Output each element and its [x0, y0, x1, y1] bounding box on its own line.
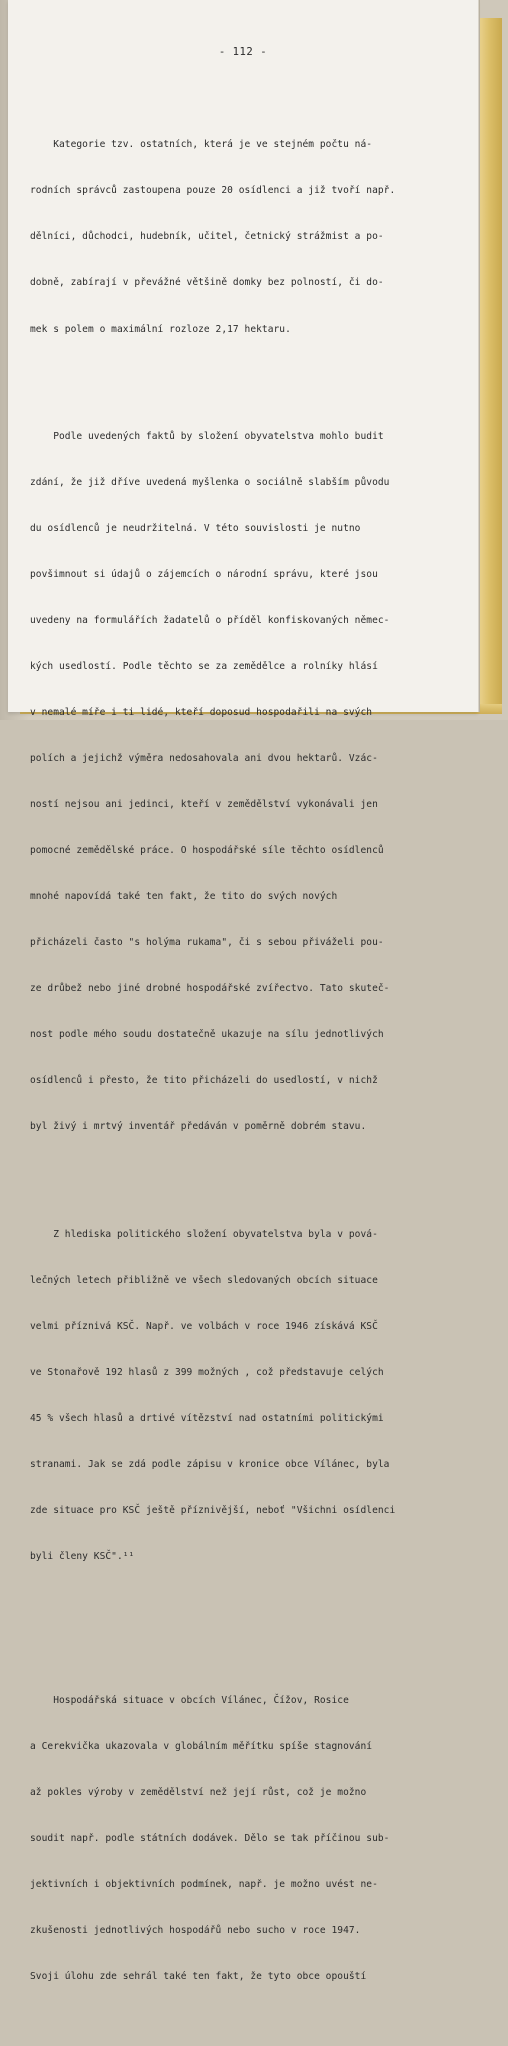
paragraph-gap	[30, 1626, 470, 1632]
text-line: až pokles výroby v zemědělství než její růst, což je možno	[30, 1787, 367, 1799]
text-line: soudit např. podle státních dodávek. Dělo se tak příčinou sub-	[30, 1833, 390, 1845]
text-line: v nemalé míře i ti lidé, kteří doposud hospodařili na svých	[30, 707, 373, 719]
text-line: zkušenosti jednotlivých hospodářů nebo sucho v roce 1947.	[30, 1925, 361, 1937]
text-line: zde situace pro KSČ ještě příznivější, neboť "Všichni osídlenci	[30, 1504, 396, 1516]
text-line: dobně, zabírají v převážné většině domky bez polností, či do-	[30, 277, 384, 289]
text-line: osídlenců i přesto, že tito přicházeli do usedlostí, v nichž	[30, 1075, 378, 1087]
text-line: jektivních i objektivních podmínek, např. je možno uvést ne-	[30, 1879, 378, 1891]
paragraph	[30, 107, 470, 368]
text-line: uvedeny na formulářích žadatelů o příděl konfiskovaných němec-	[30, 615, 390, 627]
text-line: Z hlediska politického složení obyvatelstva byla v pová-	[30, 1228, 378, 1240]
text-line: Hospodářská situace v obcích Vílánec, Čížov, Rosice	[30, 1695, 349, 1707]
paragraph	[30, 1662, 470, 2015]
text-line: nost podle mého soudu dostatečně ukazuje na sílu jednotlivých	[30, 1029, 384, 1041]
paragraph	[30, 1196, 470, 1595]
text-line: ve Stonařově 192 hlasů z 399 možných , což představuje celých	[30, 1366, 384, 1378]
text-line: rodních správců zastoupena pouze 20 osídlenci a již tvoří např.	[30, 185, 396, 197]
text-line: dělníci, důchodci, hudebník, učitel, četnický strážmist a po-	[30, 231, 384, 243]
text-line: Podle uvedených faktů by složení obyvatelstva mohlo budit	[30, 430, 384, 442]
text-line: mnohé napovídá také ten fakt, že tito do svých nových	[30, 891, 338, 903]
text-line: pomocné zemědělské práce. O hospodářské síle těchto osídlenců	[30, 845, 384, 857]
page-number: - 112 -	[218, 46, 268, 58]
text-line: přicházeli často "s holýma rukama", či s sebou přiváželi pou-	[30, 937, 384, 949]
text-line: ze drůbež nebo jiné drobné hospodářské zvířectvo. Tato skuteč-	[30, 983, 390, 995]
text-line: velmi příznivá KSČ. Např. ve volbách v roce 1946 získává KSČ	[30, 1320, 378, 1332]
document-page	[8, 0, 478, 1983]
text-line: a Cerekvička ukazovala v globálním měřítku spíše stagnování	[30, 1741, 373, 1753]
text-line: povšimnout si údajů o zájemcích o národní správu, které jsou	[30, 569, 378, 580]
page-stack-edge-right	[480, 18, 502, 708]
body-text	[30, 76, 470, 2046]
paragraph	[30, 398, 470, 1165]
text-line: lečných letech přibližně ve všech sledovaných obcích situace	[30, 1274, 378, 1286]
text-line: mek s polem o maximální rozloze 2,17 hektaru.	[30, 323, 291, 335]
text-line: polích a jejichž výměra nedosahovala ani dvou hektarů. Vzác-	[30, 753, 378, 765]
text-line: Svoji úlohu zde sehrál také ten fakt, že tyto obce opouští	[30, 1971, 367, 1983]
text-line: du osídlenců je neudržitelná. V této souvislosti je nutno	[30, 522, 361, 534]
text-line: ností nejsou ani jedinci, kteří v zemědělství vykonávali jen	[30, 799, 378, 811]
text-line: kých usedlostí. Podle těchto se za zemědělce a rolníky hlásí	[30, 661, 378, 673]
text-line: Kategorie tzv. ostatních, která je ve stejném počtu ná-	[30, 139, 373, 151]
text-line: byl živý i mrtvý inventář předáván v poměrně dobrém stavu.	[30, 1121, 367, 1133]
text-line: zdání, že již dříve uvedená myšlenka o sociálně slabším původu	[30, 476, 390, 488]
text-line: 45 % všech hlasů a drtivé vítězství nad ostatními politickými	[30, 1412, 384, 1424]
text-line: stranami. Jak se zdá podle zápisu v kronice obce Vílánec, byla	[30, 1458, 390, 1470]
text-line: byli členy KSČ".¹¹	[30, 1551, 135, 1562]
